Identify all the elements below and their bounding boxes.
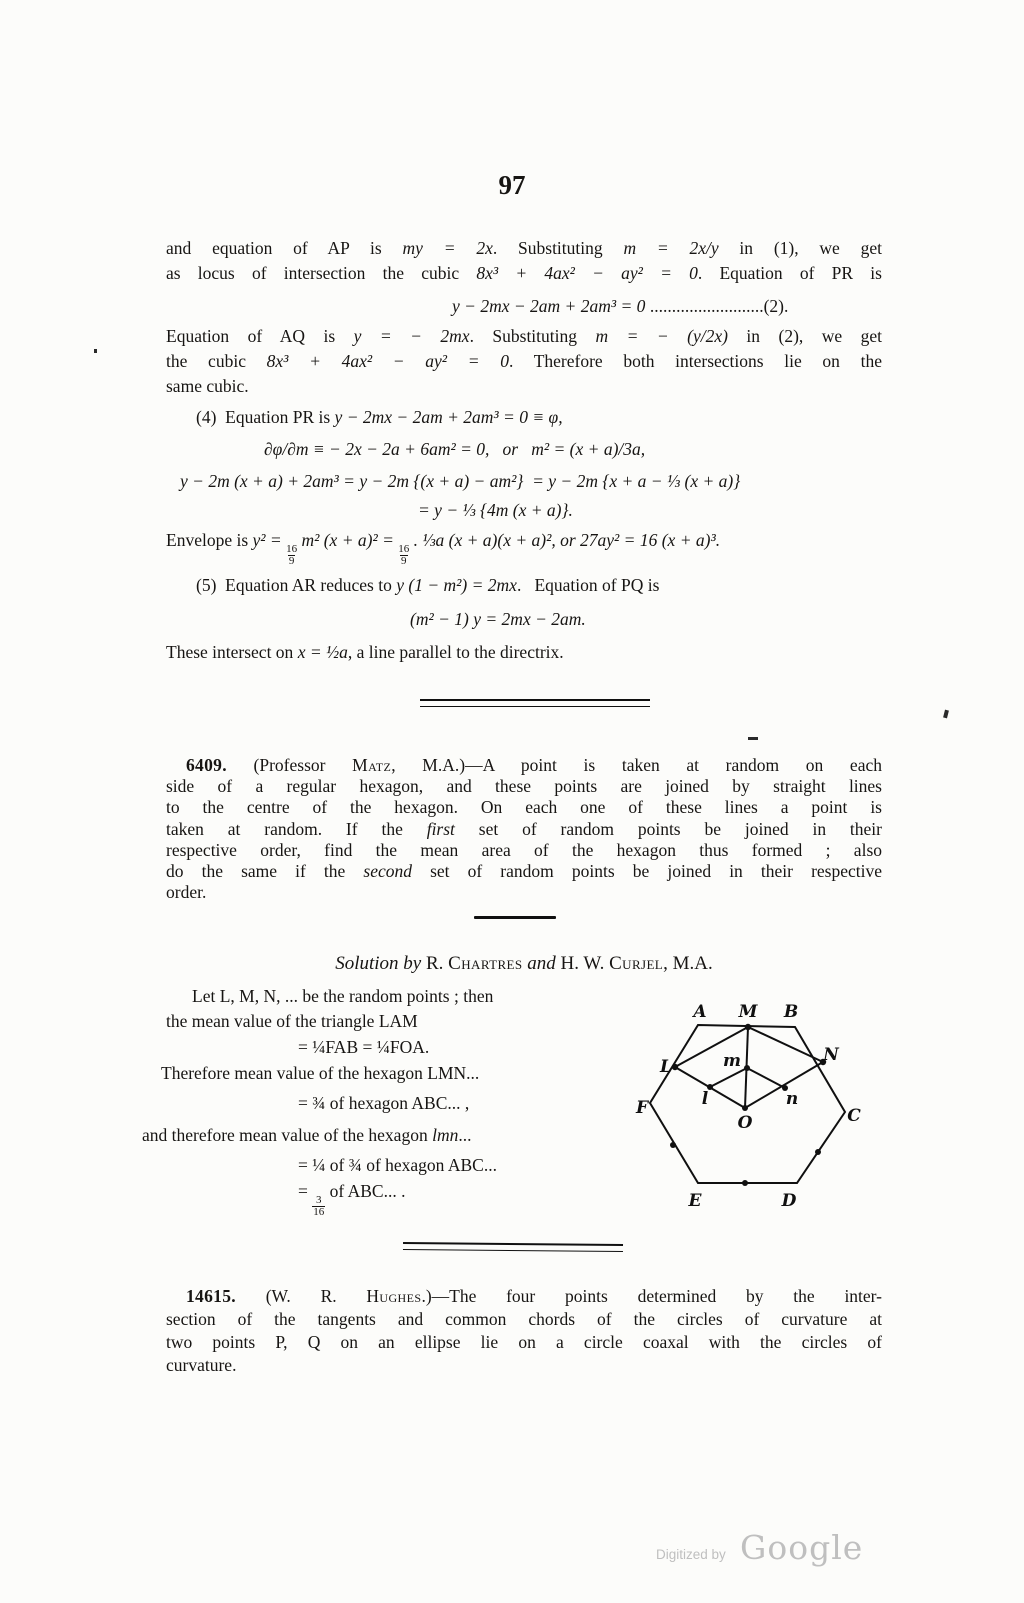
label-M: M [738,1002,758,1022]
point-O [742,1105,748,1111]
scan-speck [943,710,949,719]
fraction-16-9: $\frac{16}{9}$ [286,542,298,567]
scan-speck [94,349,97,353]
item-4-equation: y − 2m (x + a) + 2am³ = y − 2m {(x + a) − am²} = y − 2m {x + a − ⅓ (x + a)} [180,471,741,491]
dot-leader: ..........................(2). [649,296,789,316]
math-segment: y² = [252,530,287,550]
scan-speck [748,737,758,740]
text-segment: . Substituting [469,326,596,346]
chord-mn [747,1068,785,1088]
text-segment: (4) Equation PR is [196,407,335,427]
equation-2 [452,296,788,317]
author-name: Chartres [448,953,523,974]
text-segment: , M.A.)—A point is taken at random on each [391,755,882,775]
problem-6409-line: side of a regular hexagon, and these points are joined by straight lines [166,776,882,796]
label-D: D [781,1191,797,1211]
section-divider-rule [403,1242,623,1252]
problem-6409-line: order. [166,882,207,902]
text-segment: set of random points be joined in their respective [412,861,882,881]
math-segment: m = − (y/2x) [595,326,728,346]
solution-6409-line: Therefore mean value of the hexagon LMN... [161,1063,480,1083]
math-segment: y (1 − m²) = 2mx [396,575,517,595]
solution-6409-line [142,1125,471,1146]
section-divider-rule [420,699,650,707]
page-number: 97 [498,170,526,200]
text-segment: ... [458,1125,472,1145]
text-segment: in (2), we get [727,326,882,346]
point-on-ED [742,1180,748,1186]
math-segment: 8x³ + 4ax² − ay² = 0 [476,263,698,283]
item-4-equation: ∂φ/∂m ≡ − 2x − 2a + 6am² = 0, or m² = (x + a)/3a, [264,439,646,459]
point-L [672,1064,678,1070]
text-segment: . Equation of PQ is [516,575,660,595]
label-l: l [701,1089,709,1109]
text-segment: taken at random. If the [166,819,427,839]
short-divider-rule [474,916,556,919]
problem-14615-line: section of the tangents and common chords of the circles of curvature at [166,1309,882,1329]
math-segment: y − 2mx − 2am + 2am³ = 0 [452,296,650,316]
problem-6409-line: respective order, find the mean area of the hexagon thus formed ; also [166,840,882,860]
problem-6409-line [166,755,882,776]
text-segment: Equation of AQ is [166,326,354,346]
solution-text-line [166,351,882,372]
italic-word: first [426,819,455,839]
hexagon-figure [628,984,868,1219]
problem-6409-line [166,861,882,882]
math-segment: y − 2mx − 2am + 2am³ = 0 ≡ φ, [334,407,563,427]
solution-text-line [166,238,882,259]
text-segment: . Equation of PR is [697,263,882,283]
item-5-line [196,575,659,596]
label-C: C [847,1106,861,1126]
item-4-equation: = y − ⅓ {4m (x + a)}. [418,500,573,520]
math-segment: x = ½a [297,642,348,662]
solution-text-line [166,263,882,284]
label-F: F [635,1098,649,1118]
solution-6409-equation: = ¼ of ¾ of hexagon ABC... [298,1155,497,1175]
text-segment: Envelope is [166,530,253,550]
problem-14615-line [166,1286,882,1307]
label-N: N [823,1045,839,1065]
text-segment: of ABC... . [325,1181,406,1201]
figure-lines [650,1025,845,1183]
text-segment: .)—The four points determined by the inter- [421,1286,882,1306]
label-n: n [785,1089,799,1109]
point-on-CD [815,1149,821,1155]
text-segment: do the same if the [166,861,364,881]
digitized-by-watermark: Digitized by [656,1547,726,1562]
radius-ON [745,1062,823,1108]
chord-MN [748,1027,823,1062]
italic-word: second [363,861,412,881]
text-segment: , a line parallel to the directrix. [347,642,564,662]
problem-14615-line: curvature. [166,1355,237,1375]
text-segment: as locus of intersection the cubic [166,263,477,283]
item-5-equation: (m² − 1) y = 2mx − 2am. [410,609,586,629]
fraction-16-9: $\frac{16}{9}$ [398,542,410,567]
problem-6409-line: to the centre of the hexagon. On each one of these lines a point is [166,797,882,817]
label-O: O [737,1113,753,1133]
italic-word: lmn [432,1125,459,1145]
text-segment: H. W. [560,953,610,974]
point-on-EF [670,1142,676,1148]
problem-number: 6409. [186,755,227,775]
author-name: Hughes [366,1286,422,1306]
author-name: Curjel [609,953,664,974]
envelope-line [166,530,720,567]
problem-number: 14615. [186,1286,236,1306]
text-segment: (5) Equation AR reduces to [196,575,397,595]
text-segment: R. [425,953,449,974]
math-segment: m² (x + a)² = [297,530,399,550]
text-segment: the cubic [166,351,267,371]
text-segment: in (1), we get [718,238,882,258]
math-segment: y = − 2mx [353,326,470,346]
solution-text-line [166,326,882,347]
problem-14615-line: two points P, Q on an ellipse lie on a circle coaxal with the circles of [166,1332,882,1352]
solution-6409-line: Let L, M, N, ... be the random points ; then [192,986,494,1006]
text-segment: and [522,953,561,974]
solution-byline [166,953,882,974]
fraction-3-16: $\frac{3}{16}$ [313,1193,325,1218]
label-L: L [660,1057,672,1077]
math-segment: . ⅓a (x + a)(x + a)², or 27ay² = 16 (x + a)³. [409,530,721,550]
text-segment: These intersect on [166,642,298,662]
item-4-line [196,407,563,428]
google-logo-watermark: Google [740,1528,864,1567]
solution-text-line: same cubic. [166,376,249,396]
text-segment: . Substituting [492,238,624,258]
solution-6409-equation: = ¼FAB = ¼FOA. [298,1037,430,1057]
point-m [744,1065,750,1071]
math-segment: 8x³ + 4ax² − ay² = 0 [266,351,509,371]
label-B: B [783,1002,799,1022]
solution-6409-equation: = ¾ of hexagon ABC... , [298,1093,470,1113]
text-segment: (W. R. [235,1286,367,1306]
label-m: m [723,1051,741,1071]
solution-6409-line: the mean value of the triangle LAM [166,1011,418,1031]
text-segment: , M.A. [663,953,713,974]
text-segment: (Professor [226,755,353,775]
label-A: A [693,1002,707,1022]
author-name: Matz [352,755,392,775]
text-segment: and therefore mean value of the hexagon [142,1125,433,1145]
math-segment: m = 2x/y [623,238,719,258]
point-M [745,1024,751,1030]
closing-line [166,642,564,663]
label-E: E [688,1191,702,1211]
text-segment: set of random points be joined in their [454,819,882,839]
solution-6409-equation [298,1181,405,1218]
problem-6409-line [166,819,882,840]
text-segment: and equation of AP is [166,238,403,258]
text-segment: = [298,1181,313,1201]
text-segment: Solution by [335,953,426,974]
text-segment: . Therefore both intersections lie on the [508,351,882,371]
math-segment: my = 2x [402,238,493,258]
